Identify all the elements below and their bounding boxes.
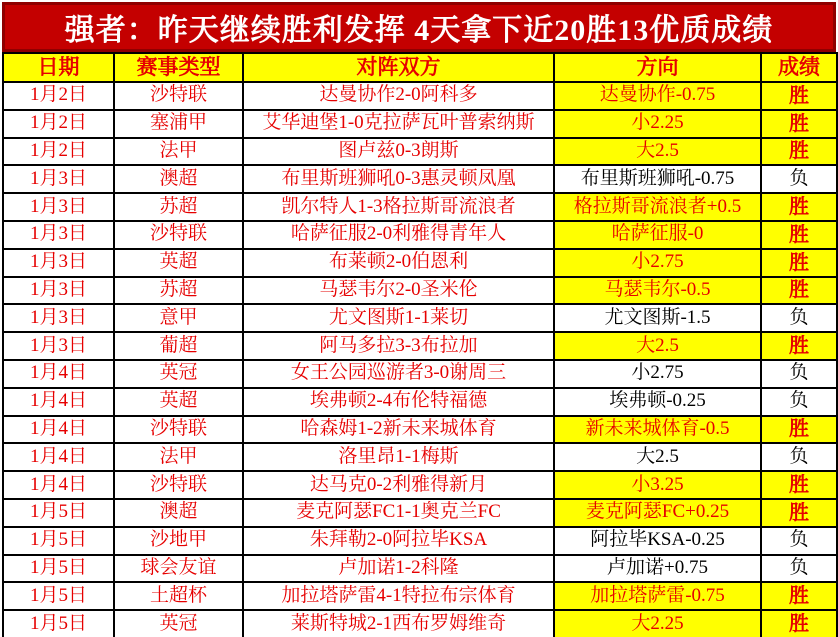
direction-cell: 大2.25 <box>554 610 761 637</box>
date-cell: 1月3日 <box>3 165 114 193</box>
header-result: 成绩 <box>761 53 837 82</box>
date-cell: 1月5日 <box>3 582 114 610</box>
direction-cell: 大2.5 <box>554 138 761 166</box>
result-cell: 负 <box>761 360 837 388</box>
date-cell: 1月4日 <box>3 471 114 499</box>
result-cell: 负 <box>761 555 837 583</box>
league-cell: 沙特联 <box>114 416 243 444</box>
match-cell: 洛里昂1-1梅斯 <box>243 443 554 471</box>
result-cell: 胜 <box>761 610 837 637</box>
league-cell: 澳超 <box>114 165 243 193</box>
table-row <box>3 471 837 499</box>
match-cell: 达曼协作2-0阿科多 <box>243 82 554 110</box>
date-cell: 1月2日 <box>3 138 114 166</box>
header-date: 日期 <box>3 53 114 82</box>
league-cell: 苏超 <box>114 193 243 221</box>
league-cell: 苏超 <box>114 277 243 305</box>
match-cell: 布里斯班狮吼0-3惠灵顿凤凰 <box>243 165 554 193</box>
date-cell: 1月2日 <box>3 82 114 110</box>
league-cell: 英冠 <box>114 360 243 388</box>
table-row <box>3 277 837 305</box>
date-cell: 1月5日 <box>3 527 114 555</box>
table-row <box>3 360 837 388</box>
header-league: 赛事类型 <box>114 53 243 82</box>
date-cell: 1月3日 <box>3 304 114 332</box>
date-cell: 1月3日 <box>3 277 114 305</box>
date-cell: 1月4日 <box>3 388 114 416</box>
league-cell: 沙特联 <box>114 471 243 499</box>
match-cell: 阿马多拉3-3布拉加 <box>243 332 554 360</box>
league-cell: 葡超 <box>114 332 243 360</box>
direction-cell: 埃弗顿-0.25 <box>554 388 761 416</box>
table-row <box>3 165 837 193</box>
result-cell: 胜 <box>761 332 837 360</box>
league-cell: 沙地甲 <box>114 527 243 555</box>
table-row <box>3 304 837 332</box>
direction-cell: 哈萨征服-0 <box>554 221 761 249</box>
result-cell: 胜 <box>761 193 837 221</box>
result-cell: 负 <box>761 443 837 471</box>
date-cell: 1月3日 <box>3 193 114 221</box>
direction-cell: 大2.5 <box>554 443 761 471</box>
date-cell: 1月5日 <box>3 499 114 527</box>
table-row <box>3 555 837 583</box>
direction-cell: 小2.25 <box>554 110 761 138</box>
table-row <box>3 388 837 416</box>
date-cell: 1月4日 <box>3 360 114 388</box>
table-row <box>3 416 837 444</box>
match-cell: 艾华迪堡1-0克拉萨瓦叶普索纳斯 <box>243 110 554 138</box>
league-cell: 土超杯 <box>114 582 243 610</box>
match-cell: 麦克阿瑟FC1-1奥克兰FC <box>243 499 554 527</box>
table-row <box>3 110 837 138</box>
result-cell: 胜 <box>761 277 837 305</box>
league-cell: 英超 <box>114 249 243 277</box>
date-cell: 1月5日 <box>3 610 114 637</box>
direction-cell: 尤文图斯-1.5 <box>554 304 761 332</box>
match-cell: 图卢兹0-3朗斯 <box>243 138 554 166</box>
match-cell: 布莱顿2-0伯恩利 <box>243 249 554 277</box>
table-body <box>3 82 837 637</box>
league-cell: 意甲 <box>114 304 243 332</box>
league-cell: 塞浦甲 <box>114 110 243 138</box>
table-row <box>3 582 837 610</box>
match-cell: 加拉塔萨雷4-1特拉布宗体育 <box>243 582 554 610</box>
result-cell: 负 <box>761 165 837 193</box>
match-cell: 女王公园巡游者3-0谢周三 <box>243 360 554 388</box>
direction-cell: 大2.5 <box>554 332 761 360</box>
league-cell: 法甲 <box>114 443 243 471</box>
header-row <box>3 53 837 82</box>
date-cell: 1月2日 <box>3 110 114 138</box>
header-direction: 方向 <box>554 53 761 82</box>
date-cell: 1月3日 <box>3 332 114 360</box>
date-cell: 1月4日 <box>3 443 114 471</box>
result-cell: 胜 <box>761 221 837 249</box>
page-title: 强者：昨天继续胜利发挥 4天拿下近20胜13优质成绩 <box>2 2 836 52</box>
table-row <box>3 249 837 277</box>
date-cell: 1月4日 <box>3 416 114 444</box>
direction-cell: 达曼协作-0.75 <box>554 82 761 110</box>
direction-cell: 格拉斯哥流浪者+0.5 <box>554 193 761 221</box>
league-cell: 法甲 <box>114 138 243 166</box>
league-cell: 沙特联 <box>114 221 243 249</box>
match-cell: 尤文图斯1-1莱切 <box>243 304 554 332</box>
date-cell: 1月5日 <box>3 555 114 583</box>
result-cell: 负 <box>761 388 837 416</box>
direction-cell: 小2.75 <box>554 360 761 388</box>
result-cell: 负 <box>761 527 837 555</box>
table-row <box>3 82 837 110</box>
table-row <box>3 499 837 527</box>
match-cell: 卢加诺1-2科隆 <box>243 555 554 583</box>
table-row <box>3 193 837 221</box>
direction-cell: 马瑟韦尔-0.5 <box>554 277 761 305</box>
match-cell: 朱拜勒2-0阿拉毕KSA <box>243 527 554 555</box>
result-cell: 胜 <box>761 110 837 138</box>
result-cell: 胜 <box>761 471 837 499</box>
league-cell: 英冠 <box>114 610 243 637</box>
direction-cell: 小2.75 <box>554 249 761 277</box>
league-cell: 沙特联 <box>114 82 243 110</box>
table-row <box>3 332 837 360</box>
result-cell: 胜 <box>761 416 837 444</box>
result-cell: 胜 <box>761 499 837 527</box>
table-row <box>3 610 837 637</box>
table-row <box>3 221 837 249</box>
direction-cell: 小3.25 <box>554 471 761 499</box>
table-row <box>3 138 837 166</box>
results-table <box>2 52 838 637</box>
league-cell: 球会友谊 <box>114 555 243 583</box>
match-cell: 马瑟韦尔2-0圣米伦 <box>243 277 554 305</box>
match-cell: 埃弗顿2-4布伦特福德 <box>243 388 554 416</box>
result-cell: 胜 <box>761 82 837 110</box>
result-cell: 负 <box>761 304 837 332</box>
direction-cell: 阿拉毕KSA-0.25 <box>554 527 761 555</box>
direction-cell: 卢加诺+0.75 <box>554 555 761 583</box>
result-cell: 胜 <box>761 138 837 166</box>
match-cell: 凯尔特人1-3格拉斯哥流浪者 <box>243 193 554 221</box>
league-cell: 英超 <box>114 388 243 416</box>
table-row <box>3 443 837 471</box>
result-cell: 胜 <box>761 249 837 277</box>
direction-cell: 加拉塔萨雷-0.75 <box>554 582 761 610</box>
match-cell: 哈萨征服2-0利雅得青年人 <box>243 221 554 249</box>
direction-cell: 新未来城体育-0.5 <box>554 416 761 444</box>
table-row <box>3 527 837 555</box>
match-cell: 莱斯特城2-1西布罗姆维奇 <box>243 610 554 637</box>
direction-cell: 麦克阿瑟FC+0.25 <box>554 499 761 527</box>
direction-cell: 布里斯班狮吼-0.75 <box>554 165 761 193</box>
header-match: 对阵双方 <box>243 53 554 82</box>
date-cell: 1月3日 <box>3 221 114 249</box>
match-cell: 哈森姆1-2新未来城体育 <box>243 416 554 444</box>
league-cell: 澳超 <box>114 499 243 527</box>
match-cell: 达马克0-2利雅得新月 <box>243 471 554 499</box>
result-cell: 胜 <box>761 582 837 610</box>
date-cell: 1月3日 <box>3 249 114 277</box>
